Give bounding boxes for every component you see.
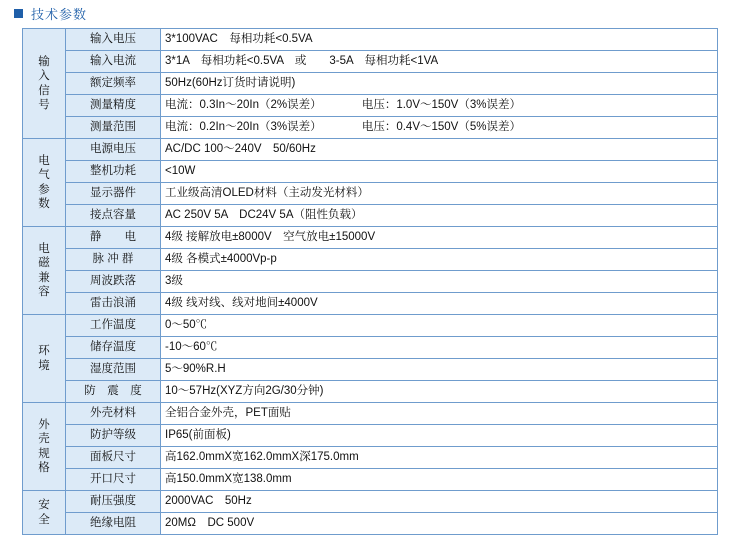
table-row (23, 205, 718, 227)
row-label: 整机功耗 (66, 161, 161, 183)
row-value: 高150.0mmX宽138.0mm (161, 469, 718, 491)
row-value: 4级 线对线、线对地间±4000V (161, 293, 718, 315)
row-label: 输入电压 (66, 29, 161, 51)
technical-spec-table (22, 28, 718, 535)
table-row (23, 95, 718, 117)
table-row (23, 293, 718, 315)
row-value: 20MΩ DC 500V (161, 513, 718, 535)
row-label: 防 震 度 (66, 381, 161, 403)
row-value: 0～50℃ (161, 315, 718, 337)
row-label: 输入电流 (66, 51, 161, 73)
row-label: 面板尺寸 (66, 447, 161, 469)
row-label: 防护等级 (66, 425, 161, 447)
row-label: 额定频率 (66, 73, 161, 95)
row-value: IP65(前面板) (161, 425, 718, 447)
table-row (23, 315, 718, 337)
row-value: 5～90%R.H (161, 359, 718, 381)
row-value: AC/DC 100～240V 50/60Hz (161, 139, 718, 161)
group-label-input-signal: 输 入 信 号 (23, 29, 66, 139)
table-body (23, 29, 718, 535)
page-title: 技术参数 (31, 6, 88, 22)
row-value: 3*100VAC 每相功耗<0.5VA (161, 29, 718, 51)
table-row (23, 117, 718, 139)
table-row (23, 469, 718, 491)
row-label: 雷击浪涌 (66, 293, 161, 315)
table-row (23, 381, 718, 403)
row-label: 测量精度 (66, 95, 161, 117)
table-row (23, 161, 718, 183)
row-label: 工作温度 (66, 315, 161, 337)
table-row (23, 447, 718, 469)
row-value: AC 250V 5A DC24V 5A（阻性负载） (161, 205, 718, 227)
table-row (23, 491, 718, 513)
table-row (23, 359, 718, 381)
row-label: 耐压强度 (66, 491, 161, 513)
row-label: 电源电压 (66, 139, 161, 161)
group-label-electrical: 电 气 参 数 (23, 139, 66, 227)
row-value: 高162.0mmX宽162.0mmX深175.0mm (161, 447, 718, 469)
row-value: 全铝合金外壳，PET面贴 (161, 403, 718, 425)
row-value: 电流：0.3In～20In（2%误差） 电压：1.0V～150V（3%误差） (161, 95, 718, 117)
row-label: 开口尺寸 (66, 469, 161, 491)
table-row (23, 73, 718, 95)
row-label: 静 电 (66, 227, 161, 249)
row-value: 3*1A 每相功耗<0.5VA 或 3-5A 每相功耗<1VA (161, 51, 718, 73)
row-value: 4级 接解放电±8000V 空气放电±15000V (161, 227, 718, 249)
group-label-emc: 电 磁 兼 容 (23, 227, 66, 315)
table-row (23, 249, 718, 271)
row-label: 测量范围 (66, 117, 161, 139)
group-label-enclosure: 外 壳 规 格 (23, 403, 66, 491)
row-value: 4级 各模式±4000Vp-p (161, 249, 718, 271)
row-label: 脉 冲 群 (66, 249, 161, 271)
row-value: 50Hz(60Hz订货时请说明) (161, 73, 718, 95)
row-label: 外壳材料 (66, 403, 161, 425)
row-label: 绝缘电阻 (66, 513, 161, 535)
row-label: 储存温度 (66, 337, 161, 359)
row-label: 湿度范围 (66, 359, 161, 381)
row-label: 周波跌落 (66, 271, 161, 293)
table-row (23, 513, 718, 535)
row-value: 2000VAC 50Hz (161, 491, 718, 513)
table-row (23, 271, 718, 293)
row-value: 电流：0.2In～20In（3%误差） 电压：0.4V～150V（5%误差） (161, 117, 718, 139)
row-value: <10W (161, 161, 718, 183)
row-label: 显示器件 (66, 183, 161, 205)
square-bullet-icon (14, 9, 23, 18)
group-label-environment: 环 境 (23, 315, 66, 403)
row-value: -10～60℃ (161, 337, 718, 359)
table-row (23, 403, 718, 425)
row-label: 接点容量 (66, 205, 161, 227)
table-row (23, 139, 718, 161)
table-row (23, 29, 718, 51)
table-row (23, 183, 718, 205)
row-value: 工业级高清OLED材料（主动发光材料） (161, 183, 718, 205)
table-row (23, 51, 718, 73)
row-value: 10～57Hz(XYZ方向2G/30分钟) (161, 381, 718, 403)
table-row (23, 337, 718, 359)
group-label-safety: 安 全 (23, 491, 66, 535)
section-header (0, 0, 750, 24)
table-row (23, 227, 718, 249)
table-row (23, 425, 718, 447)
row-value: 3级 (161, 271, 718, 293)
